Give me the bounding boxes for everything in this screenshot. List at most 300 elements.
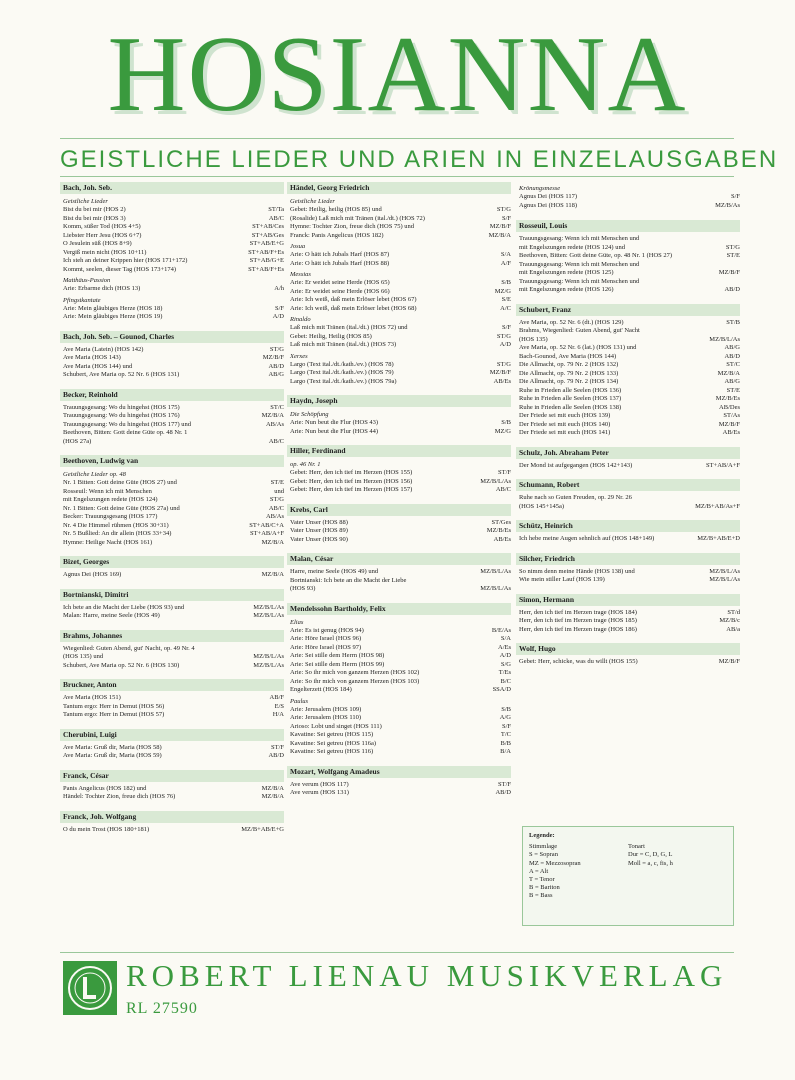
work-title: Arie: Er weidet seine Herde (HOS 65)	[290, 279, 390, 286]
list-item	[516, 269, 740, 278]
voice-key: ST/G	[496, 206, 511, 213]
work-group-label: Matthäus-Passion	[63, 277, 111, 284]
list-item	[287, 519, 511, 528]
composer-section	[516, 553, 740, 585]
work-title: Agnus Dei (HOS 118)	[519, 201, 578, 209]
list-item	[60, 257, 284, 266]
work-title: Nr. 1 Bitten: Gott deine Güte (HOS 27) und	[63, 479, 177, 486]
list-item	[60, 363, 284, 372]
composer-section	[287, 504, 511, 545]
list-item	[60, 571, 284, 580]
composer-heading: Mozart, Wolfgang Amadeus	[287, 766, 511, 778]
voice-key: und	[274, 487, 284, 495]
list-item	[287, 781, 511, 790]
voice-key: A/h	[274, 285, 284, 292]
voice-key: MZ/B/F	[489, 223, 511, 230]
composer-heading: Haydn, Joseph	[287, 395, 511, 407]
voice-key: ST+AB/C+A	[249, 521, 284, 529]
voice-key: ST+AB/A+F	[705, 461, 740, 469]
list-item	[287, 585, 511, 594]
voice-key	[736, 235, 740, 244]
work-title: O Jesulein süß (HOS 8+9)	[63, 240, 132, 247]
list-item	[516, 370, 740, 379]
list-item	[516, 462, 740, 471]
list-item	[60, 215, 284, 224]
composer-heading: Rosseuil, Louis	[516, 220, 740, 232]
voice-key: AB/C	[268, 437, 284, 445]
list-item	[287, 635, 511, 644]
work-title: Kavatine: Sei getreu (HOS 116a)	[290, 739, 377, 747]
list-item	[60, 206, 284, 215]
list-item	[287, 644, 511, 653]
list-item	[287, 428, 511, 437]
list-item	[516, 412, 740, 421]
list-item	[60, 653, 284, 662]
voice-key: ST/d	[727, 608, 740, 616]
list-item	[516, 494, 740, 503]
list-item	[516, 404, 740, 413]
list-item	[516, 319, 740, 328]
work-title: Arioso: Lobt und singet (HOS 111)	[290, 722, 382, 730]
work-title: Gebet: Herr, den ich tief im Herzen (HOS 157)	[290, 486, 413, 493]
work-title: Engelterzett (HOS 184)	[290, 686, 352, 693]
voice-key: AB/F	[269, 694, 284, 701]
work-title: Ich hebe meine Augen sehnlich auf (HOS 148+149)	[519, 535, 655, 542]
work-title: Ich steh an deiner Krippen hier (HOS 171+172)	[63, 257, 188, 264]
composer-section	[287, 182, 511, 386]
list-item	[516, 336, 740, 345]
legend-entry: S = Sopran	[529, 851, 558, 859]
list-item	[60, 612, 284, 621]
list-item	[287, 740, 511, 749]
work-title: Arie: Er weidet seine Herde (HOS 66)	[290, 287, 390, 295]
voice-key: A/C	[500, 304, 511, 312]
work-title: Agnus Dei (HOS 117)	[519, 193, 578, 200]
voice-key: ST/E	[726, 252, 740, 259]
title-rule	[60, 138, 734, 139]
voice-key: MZ/B/L/As	[709, 335, 740, 343]
voice-key	[736, 278, 740, 287]
work-title: Ave verum (HOS 131)	[290, 789, 349, 796]
continued-section	[516, 184, 740, 210]
voice-key: ST+AB/Ges	[251, 231, 284, 239]
composer-heading: Wolf, Hugo	[516, 643, 740, 655]
voice-key: A/D	[272, 313, 284, 320]
work-title: Bist du bei mir (HOS 3)	[63, 214, 126, 222]
voice-key: B/C	[500, 677, 511, 685]
voice-key: AB/G	[724, 344, 740, 351]
voice-key: ST+AB/E+G	[249, 240, 284, 247]
composer-section	[516, 447, 740, 471]
voice-key: MZ/B/c	[719, 617, 740, 624]
voice-key: MZ/B/A	[261, 571, 284, 578]
list-item	[287, 478, 511, 487]
list-item	[516, 429, 740, 438]
voice-key: MZ/B+AB/E+G	[241, 825, 284, 833]
work-title: Gebet: Herr, schicke, was du willt (HOS 155)	[519, 658, 638, 665]
list-item	[60, 346, 284, 355]
list-item	[516, 202, 740, 211]
voice-key: S/E	[501, 296, 511, 303]
work-title: mit Engelszungen redete (HOS 124)	[63, 496, 158, 503]
voice-key: MZ/B/As	[715, 201, 740, 209]
work-title: (Rosalide) Laß mich mit Tränen (ital./dt.) (HOS 72)	[290, 214, 425, 222]
work-title: Vergiß mein nicht (HOS 10+11)	[63, 248, 147, 256]
work-title: Gebet: Heilig, heilig (HOS 85) und	[290, 206, 382, 213]
work-title: Liebster Herr Jesu (HOS 6+7)	[63, 231, 142, 239]
work-title: Laß mich mit Tränen (ital./dt.) (HOS 73)	[290, 341, 397, 348]
voice-key: A/Es	[498, 643, 511, 651]
work-title: Trauungsgesang: Wo du hingehst (HOS 175)	[63, 403, 180, 411]
work-title: Arie: Jerusalem (HOS 110)	[290, 714, 362, 721]
list-item	[60, 354, 284, 363]
list-item	[287, 627, 511, 636]
list-item	[287, 279, 511, 288]
list-item	[516, 278, 740, 287]
work-title: Largo (Text ital./dt./kath./ev.) (HOS 78)	[290, 360, 394, 368]
composer-section	[60, 729, 284, 761]
voice-key: A/D	[499, 341, 511, 348]
work-title: Beethoven, Bitten: Gott deine Güte op. 48 Nr. 1	[63, 429, 188, 436]
list-item	[287, 527, 511, 536]
list-item	[60, 429, 284, 438]
work-group-label: Rinaldo	[290, 316, 311, 323]
voice-key: MZ/B/A	[261, 538, 284, 546]
composer-section	[60, 679, 284, 720]
list-item	[287, 652, 511, 661]
work-title: Ave Maria, op. 52 Nr. 6 (lat.) (HOS 131) und	[519, 344, 637, 351]
voice-key	[280, 429, 284, 438]
work-title: Arie: Sei stille dem Herrn (HOS 99)	[290, 660, 385, 668]
work-title: Ave Maria (HOS 151)	[63, 694, 121, 701]
list-item	[287, 568, 511, 577]
work-title: Arie: Nun beut die Flur (HOS 44)	[290, 427, 379, 435]
list-item	[287, 305, 511, 314]
work-group-label: Die Schöpfung	[290, 411, 329, 418]
work-title: Laß mich mit Tränen (ital./dt.) (HOS 72) und	[290, 324, 408, 331]
work-title: Der Friede sei mit euch (HOS 141)	[519, 429, 611, 436]
voice-key: MZ/B/A	[261, 793, 284, 800]
work-title: O du mein Trost (HOS 180+181)	[63, 825, 150, 833]
voice-key: ST/G	[269, 496, 284, 503]
work-title: Beethoven, Bitten: Gott deine Güte, op. 48 Nr. 1 (HOS 27)	[519, 252, 673, 259]
voice-key: ST+AB/F+Es	[248, 248, 284, 256]
voice-key: MZ/B/Es	[715, 395, 740, 402]
composer-heading: Mendelssohn Bartholdy, Felix	[287, 603, 511, 615]
list-item	[60, 371, 284, 380]
legend-voice-list	[529, 843, 628, 900]
work-title: Brahms, Wiegenlied: Guten Abend, gut' Nacht	[519, 327, 640, 334]
voice-key: ST/C	[270, 403, 284, 411]
catalog-number: RL 27590	[126, 1000, 198, 1017]
work-title: Franck: Panis Angelicus (HOS 182)	[290, 231, 384, 239]
work-title: Bist du bei mir (HOS 2)	[63, 206, 126, 213]
list-item	[60, 438, 284, 447]
list-item	[60, 785, 284, 794]
work-title: Wiegenlied: Guten Abend, gut' Nacht, op. 49 Nr. 4	[63, 644, 195, 652]
voice-key: S/B	[501, 279, 511, 286]
voice-key: ST+AB/A+F	[249, 530, 284, 537]
composer-section	[516, 594, 740, 635]
voice-key: S/G	[500, 660, 511, 668]
list-item	[516, 244, 740, 253]
list-item	[60, 479, 284, 488]
list-item	[516, 576, 740, 585]
list-item	[60, 305, 284, 314]
composer-section	[60, 182, 284, 322]
list-item	[516, 193, 740, 202]
list-item	[60, 694, 284, 703]
work-group-label: Krönungsmesse	[519, 185, 561, 192]
voice-key: S/B	[501, 705, 511, 713]
work-title: Ave Maria (Latein) (HOS 142)	[63, 345, 144, 353]
composer-heading: Bortnianski, Dimitri	[60, 589, 284, 601]
voice-key: AB/G	[268, 371, 284, 378]
work-title: Der Friede sei mit euch (HOS 139)	[519, 412, 611, 419]
work-title: Bach-Gounod, Ave Maria (HOS 144)	[519, 352, 617, 360]
composer-section	[287, 395, 511, 436]
voice-key: ST+AB/G+E	[249, 257, 284, 264]
voice-key: MZ/B/A	[261, 784, 284, 792]
list-item	[516, 658, 740, 667]
work-title: Ruhe in Frieden alle Seelen (HOS 137)	[519, 395, 622, 402]
publisher-name: ROBERT LIENAU MUSIKVERLAG	[126, 958, 728, 993]
work-title: Ave Maria (HOS 143)	[63, 354, 121, 361]
work-title: Trauungsgesang: Wo du hingehst (HOS 177) und	[63, 420, 192, 428]
work-title: Arie: Höre Israel (HOS 96)	[290, 635, 362, 642]
work-title: Gebet: Herr, den ich tief im Herzen (HOS 155)	[290, 469, 413, 476]
voice-key: AB/As	[265, 513, 284, 520]
list-item	[287, 378, 511, 387]
work-title: Bortnianski: Ich bete an die Macht der Liebe	[290, 576, 407, 584]
composer-heading: Krebs, Carl	[287, 504, 511, 516]
composer-heading: Bizet, Georges	[60, 556, 284, 568]
list-item	[60, 530, 284, 539]
work-title: Schubert, Ave Maria op. 52 Nr. 6 (HOS 130)	[63, 661, 180, 669]
voice-key: ST/E	[726, 386, 740, 394]
work-title: Nr. 4 Die Himmel rühmen (HOS 30+31)	[63, 521, 169, 529]
work-title: Ruhe in Frieden alle Seelen (HOS 136)	[519, 386, 622, 394]
composer-section	[516, 479, 740, 511]
list-item	[60, 752, 284, 761]
voice-key: S/A	[500, 635, 511, 642]
work-title: Ave Maria: Gruß dir, Maria (HOS 58)	[63, 743, 162, 751]
page-title: HOSIANNA	[107, 15, 688, 134]
voice-key: AB/C	[268, 504, 284, 512]
composer-section	[516, 220, 740, 295]
voice-key: MZ/G	[494, 287, 511, 295]
composer-section	[60, 331, 284, 380]
work-group-label: Pfingstkantate	[63, 296, 101, 304]
voice-key: AB/Es	[722, 429, 740, 436]
work-title: Der Mond ist aufgegangen (HOS 142+143)	[519, 461, 633, 469]
list-item	[287, 232, 511, 241]
list-item	[60, 223, 284, 232]
work-title: mit Engelszungen redete (HOS 126)	[519, 286, 614, 293]
voice-key: AB/D	[724, 352, 740, 360]
legend-heading: Legende:	[529, 832, 555, 839]
work-group-label: Geistliche Lieder	[290, 198, 335, 205]
work-title: (HOS 27a)	[63, 437, 92, 445]
voice-key: SSA/D	[492, 686, 511, 693]
work-title: Vater Unser (HOS 89)	[290, 527, 348, 534]
composer-heading: Bruckner, Anton	[60, 679, 284, 691]
composer-heading: Beethoven, Ludwig van	[60, 455, 284, 467]
list-item	[516, 353, 740, 362]
composer-heading: Bach, Joh. Seb.	[60, 182, 284, 194]
work-title: (HOS 145+145a)	[519, 502, 565, 510]
work-title: Ave verum (HOS 117)	[290, 780, 349, 788]
voice-key: ST/C	[726, 361, 740, 368]
publisher-logo	[63, 961, 117, 1015]
work-title: Hymne: Heilige Nacht (HOS 161)	[63, 538, 153, 546]
composer-heading: Brahms, Johannes	[60, 630, 284, 642]
voice-key: AB/D	[495, 789, 511, 796]
composer-heading: Schumann, Robert	[516, 479, 740, 491]
list-item	[60, 522, 284, 531]
voice-key	[507, 577, 511, 586]
work-title: Nr. 5 Bußlied: An dir allein (HOS 33+34)	[63, 530, 172, 537]
list-item	[287, 723, 511, 732]
voice-key: AB/Des	[719, 403, 740, 411]
list-item	[60, 496, 284, 505]
list-item	[287, 296, 511, 305]
list-item	[516, 626, 740, 635]
work-title: mit Engelszungen redete (HOS 125)	[519, 269, 614, 276]
voice-key: ST/F	[497, 469, 511, 476]
work-title: Wie mein stiller Lauf (HOS 139)	[519, 576, 605, 583]
work-title: Panis Angelicus (HOS 182) und	[63, 784, 147, 792]
voice-key: S/F	[501, 324, 511, 331]
work-title: mit Engelszungen redete (HOS 124) und	[519, 243, 625, 251]
voice-key: ST/Ta	[268, 206, 284, 213]
work-title: Arie: Nun beut die Flur (HOS 43)	[290, 419, 379, 426]
voice-key: S/F	[274, 304, 284, 312]
work-title: Arie: O hätt ich Jubals Harf (HOS 87)	[290, 251, 390, 258]
work-title: Arie: Mein gläubiges Herze (HOS 19)	[63, 313, 163, 320]
work-title: Kavatine: Sei getreu (HOS 116)	[290, 748, 374, 755]
voice-key: MZ/B/F	[489, 369, 511, 376]
work-title: (HOS 135)	[519, 335, 548, 343]
work-title: Arie: O hätt ich Jubals Harf (HOS 88)	[290, 259, 390, 267]
voice-key: MZ/B/Es	[486, 527, 511, 534]
list-item	[287, 669, 511, 678]
work-group-label: Geistliche Lieder op. 48	[63, 471, 126, 478]
voice-key: T/Es	[498, 669, 511, 676]
work-group-label: Josua	[290, 243, 306, 250]
catalog-column-2	[287, 182, 511, 807]
composer-heading: Malan, César	[287, 553, 511, 565]
list-item	[287, 486, 511, 495]
list-item	[60, 539, 284, 548]
work-title: Ich bete an die Macht der Liebe (HOS 93) und	[63, 603, 185, 611]
work-title: (HOS 93)	[290, 585, 316, 592]
composer-heading: Schubert, Franz	[516, 304, 740, 316]
work-title: Hymne: Tochter Zion, freue dich (HOS 75) und	[290, 223, 414, 230]
list-item	[287, 361, 511, 370]
list-item	[287, 324, 511, 333]
work-title: Ave Maria, op. 52 Nr. 6 (dt.) (HOS 129)	[519, 318, 624, 326]
work-title: Largo (Text ital./dt./kath./ev.) (HOS 79)	[290, 369, 394, 376]
voice-key: ST/G	[496, 360, 511, 368]
list-item	[60, 662, 284, 671]
voice-key: A/D	[499, 652, 511, 659]
list-item	[60, 604, 284, 613]
voice-key: AB/C	[495, 486, 511, 493]
composer-heading: Silcher, Friedrich	[516, 553, 740, 565]
list-item	[287, 706, 511, 715]
legend-key-list	[628, 843, 727, 900]
list-item	[60, 249, 284, 258]
work-title: Komm, süßer Tod (HOS 4+5)	[63, 223, 141, 230]
list-item	[60, 711, 284, 720]
work-title: Gebet: Heilig, Heilig (HOS 85)	[290, 332, 372, 340]
voice-key: ST/B	[726, 318, 740, 326]
voice-key: ST/As	[723, 412, 740, 419]
voice-key: AB/D	[268, 752, 284, 759]
legend-entry: Moll = a, c, fis, h	[628, 859, 673, 867]
work-title: Arie: So ihr mich von ganzem Herzen (HOS 102)	[290, 669, 420, 676]
list-item	[287, 419, 511, 428]
list-item	[60, 412, 284, 421]
work-title: Ave Maria (HOS 144) und	[63, 362, 133, 370]
work-title: Ave Maria: Gruß dir, Maria (HOS 59)	[63, 752, 162, 759]
work-title: Arie: Sei stille dem Herrn (HOS 98)	[290, 652, 385, 659]
voice-key: A/F	[500, 259, 511, 267]
voice-key: S/F	[730, 193, 740, 200]
voice-key: B/B	[500, 739, 511, 747]
composer-section	[287, 603, 511, 757]
list-item	[60, 240, 284, 249]
work-title: Herr, den ich tief im Herzen trage (HOS 184)	[519, 608, 637, 616]
legend-entry: B = Bariton	[529, 884, 560, 892]
composer-section	[516, 520, 740, 544]
list-item	[287, 288, 511, 297]
work-title: Agnus Dei (HOS 169)	[63, 571, 122, 578]
work-group-label: Messias	[290, 271, 311, 278]
voice-key: AB/D	[724, 286, 740, 293]
voice-key: B/E/As	[491, 626, 511, 634]
list-item	[516, 235, 740, 244]
list-item	[287, 333, 511, 342]
work-title: (HOS 135) und	[63, 653, 104, 660]
page-subtitle: GEISTLICHE LIEDER UND ARIEN IN EINZELAUSGABEN	[60, 146, 779, 173]
voice-key: A/G	[499, 714, 511, 721]
composer-heading: Schulz, Joh. Abraham Peter	[516, 447, 740, 459]
voice-key: E/S	[274, 702, 284, 710]
voice-key: AB/D	[268, 362, 284, 370]
composer-section	[516, 643, 740, 667]
list-item	[60, 793, 284, 802]
work-title: Die Allmacht, op. 79 Nr. 2 (HOS 132)	[519, 361, 619, 368]
list-item	[60, 313, 284, 322]
footer-rule	[60, 952, 734, 953]
composer-section	[60, 389, 284, 447]
voice-key: S/F	[501, 214, 511, 222]
work-title: Largo (Text ital./dt./kath./ev.) (HOS 79a)	[290, 377, 397, 385]
work-group-label: Elias	[290, 618, 304, 626]
voice-key: MZ/B/A	[488, 231, 511, 239]
voice-key: MZ/B+AB/E+D	[697, 535, 740, 542]
voice-key: AB/a	[726, 625, 740, 633]
work-title: Schubert, Ave Maria op. 52 Nr. 6 (HOS 131)	[63, 371, 180, 378]
voice-key: AB/As	[265, 420, 284, 428]
work-group-label: Xerxes	[290, 352, 308, 360]
composer-section	[60, 556, 284, 580]
list-item	[60, 404, 284, 413]
work-title: Arie: Mein gläubiges Herze (HOS 18)	[63, 304, 163, 312]
voice-key	[736, 327, 740, 336]
